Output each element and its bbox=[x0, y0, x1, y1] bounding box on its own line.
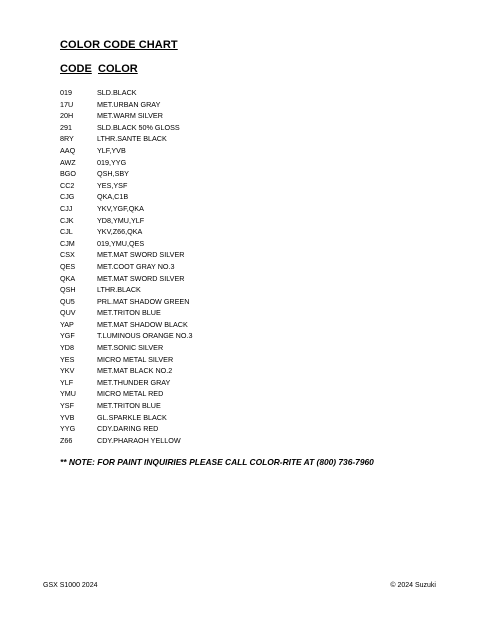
table-row bbox=[60, 342, 360, 354]
color-name: 019,YMU,QES bbox=[97, 238, 145, 248]
color-code: CJG bbox=[60, 192, 75, 202]
color-code: YAP bbox=[60, 319, 74, 329]
table-row bbox=[60, 307, 360, 319]
table-row bbox=[60, 215, 360, 227]
color-code: QES bbox=[60, 261, 76, 271]
color-name: MET.WARM SILVER bbox=[97, 111, 163, 121]
color-code: CJK bbox=[60, 215, 74, 225]
color-code: YMU bbox=[60, 389, 76, 399]
color-name: QSH,SBY bbox=[97, 169, 129, 179]
color-name: SLD.BLACK 50% GLOSS bbox=[97, 122, 180, 132]
column-header-code: CODE bbox=[60, 63, 92, 75]
color-name: LTHR.SANTE BLACK bbox=[97, 134, 167, 144]
table-row bbox=[60, 377, 360, 389]
table-row bbox=[60, 319, 360, 331]
color-name: YLF,YVB bbox=[97, 145, 126, 155]
color-name: YKV,YGF,QKA bbox=[97, 203, 144, 213]
color-name: MET.COOT GRAY NO.3 bbox=[97, 261, 175, 271]
paint-inquiry-note: ** NOTE: FOR PAINT INQUIRIES PLEASE CALL COLOR-RITE AT (800) 736-7960 bbox=[60, 457, 374, 467]
table-row bbox=[60, 249, 360, 261]
footer-model: GSX S1000 2024 bbox=[43, 582, 98, 589]
color-code: 20H bbox=[60, 111, 74, 121]
color-code: YES bbox=[60, 354, 75, 364]
color-name: MET.TRITON BLUE bbox=[97, 401, 161, 411]
color-name: T.LUMINOUS ORANGE NO.3 bbox=[97, 331, 193, 341]
color-code: AWZ bbox=[60, 157, 76, 167]
color-name: PRL.MAT SHADOW GREEN bbox=[97, 296, 190, 306]
color-code: QKA bbox=[60, 273, 76, 283]
table-row bbox=[60, 191, 360, 203]
color-code: YSF bbox=[60, 401, 74, 411]
color-name: MET.SONIC SILVER bbox=[97, 343, 164, 353]
color-name: MET.THUNDER GRAY bbox=[97, 377, 171, 387]
color-name: YD8,YMU,YLF bbox=[97, 215, 145, 225]
color-name: MET.URBAN GRAY bbox=[97, 99, 161, 109]
table-row bbox=[60, 238, 360, 250]
table-row bbox=[60, 110, 360, 122]
page-title: COLOR CODE CHART bbox=[60, 39, 178, 51]
table-row bbox=[60, 168, 360, 180]
color-code: YGF bbox=[60, 331, 75, 341]
color-code: BGO bbox=[60, 169, 76, 179]
color-code: CJJ bbox=[60, 203, 73, 213]
table-row bbox=[60, 133, 360, 145]
color-code: CJL bbox=[60, 227, 73, 237]
table-row bbox=[60, 180, 360, 192]
color-name: LTHR.BLACK bbox=[97, 285, 141, 295]
color-name: MICRO METAL RED bbox=[97, 389, 164, 399]
color-code: 8RY bbox=[60, 134, 74, 144]
table-row bbox=[60, 145, 360, 157]
color-code: CSX bbox=[60, 250, 75, 260]
color-code: AAQ bbox=[60, 145, 76, 155]
footer-copyright: © 2024 Suzuki bbox=[390, 582, 436, 589]
table-row bbox=[60, 388, 360, 400]
table-header bbox=[60, 63, 260, 77]
table-row bbox=[60, 296, 360, 308]
color-name: SLD.BLACK bbox=[97, 88, 137, 97]
color-name: MET.TRITON BLUE bbox=[97, 308, 161, 318]
column-header-color: COLOR bbox=[98, 63, 138, 75]
table-row bbox=[60, 284, 360, 296]
table-row bbox=[60, 330, 360, 342]
color-code-list bbox=[60, 87, 360, 446]
color-code: QU5 bbox=[60, 296, 75, 306]
color-name: YKV,Z66,QKA bbox=[97, 227, 143, 237]
color-code: CC2 bbox=[60, 180, 75, 190]
color-name: CDY.DARING RED bbox=[97, 424, 159, 434]
color-name: QKA,C1B bbox=[97, 192, 129, 202]
table-row bbox=[60, 435, 360, 447]
table-row bbox=[60, 412, 360, 424]
color-name: MET.MAT SWORD SILVER bbox=[97, 250, 185, 260]
color-code: YLF bbox=[60, 377, 74, 387]
table-row bbox=[60, 122, 360, 134]
color-code: Z66 bbox=[60, 435, 73, 445]
color-name: 019,YYG bbox=[97, 157, 127, 167]
color-code: 17U bbox=[60, 99, 74, 109]
color-code: QSH bbox=[60, 285, 76, 295]
color-name: CDY.PHARAOH YELLOW bbox=[97, 435, 181, 445]
color-code: YYG bbox=[60, 424, 76, 434]
color-code: 291 bbox=[60, 122, 72, 132]
table-row bbox=[60, 226, 360, 238]
color-code: YKV bbox=[60, 366, 75, 376]
table-row bbox=[60, 99, 360, 111]
color-name: MET.MAT SWORD SILVER bbox=[97, 273, 185, 283]
table-row bbox=[60, 87, 360, 99]
table-row bbox=[60, 273, 360, 285]
table-row bbox=[60, 354, 360, 366]
table-row bbox=[60, 203, 360, 215]
table-row bbox=[60, 365, 360, 377]
table-row bbox=[60, 423, 360, 435]
color-code: 019 bbox=[60, 88, 72, 97]
color-code: YVB bbox=[60, 412, 75, 422]
color-code: YD8 bbox=[60, 343, 74, 353]
color-code: CJM bbox=[60, 238, 75, 248]
table-row bbox=[60, 400, 360, 412]
color-name: MICRO METAL SILVER bbox=[97, 354, 174, 364]
color-name: MET.MAT BLACK NO.2 bbox=[97, 366, 173, 376]
color-code: QUV bbox=[60, 308, 76, 318]
table-row bbox=[60, 157, 360, 169]
color-name: MET.MAT SHADOW BLACK bbox=[97, 319, 188, 329]
color-name: GL.SPARKLE BLACK bbox=[97, 412, 167, 422]
color-name: YES,YSF bbox=[97, 180, 128, 190]
table-row bbox=[60, 261, 360, 273]
